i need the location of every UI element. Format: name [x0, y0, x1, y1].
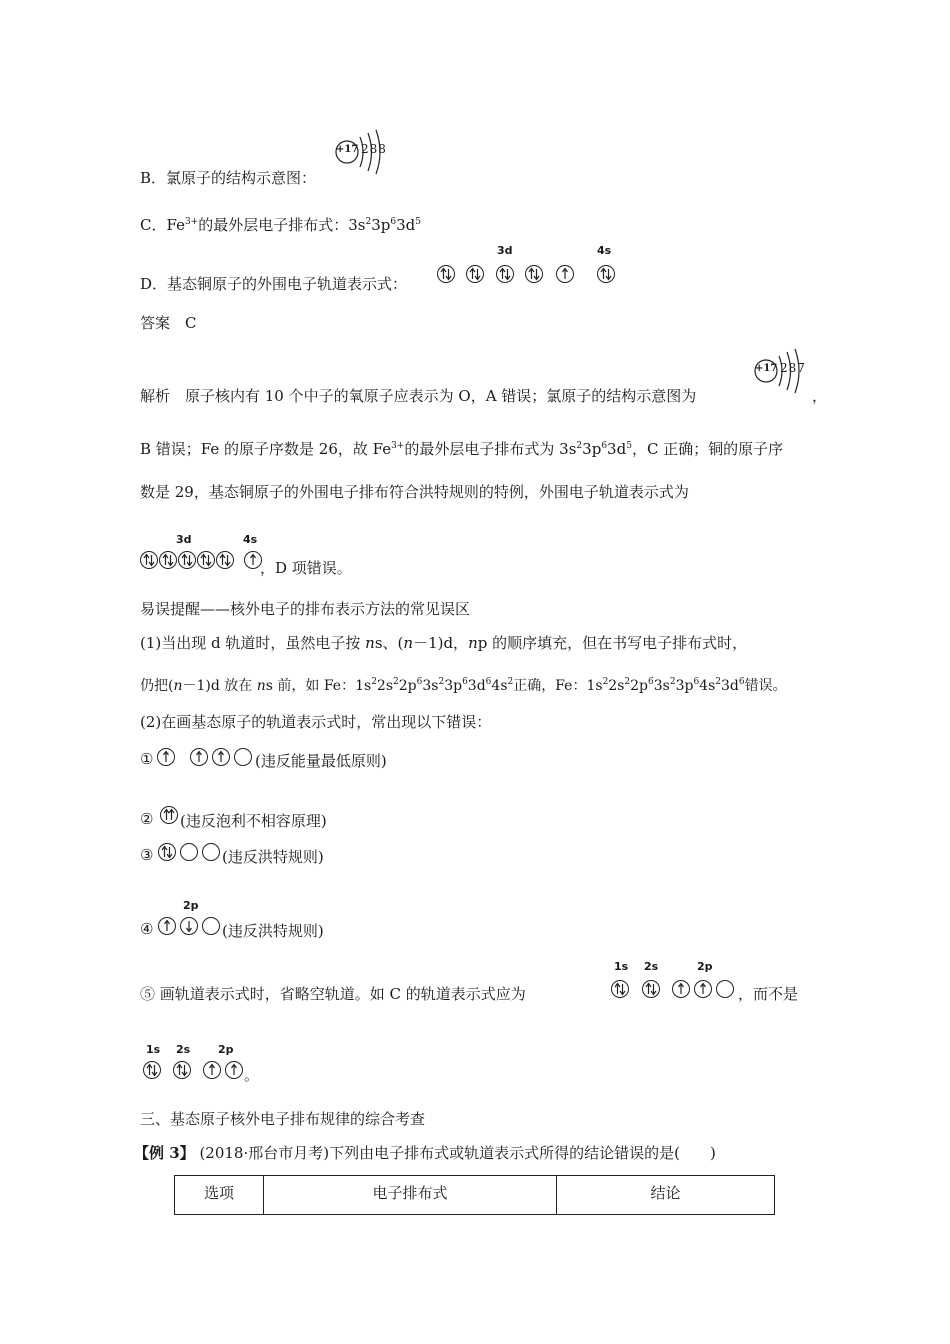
error-1-number: ① [140, 750, 154, 768]
error-5-text: 画轨道表示式时，省略空轨道。如 C 的轨道表示式应为 [155, 985, 526, 1003]
orbital-box [466, 265, 484, 283]
analysis-tail: ，D 项错误。 [260, 559, 352, 577]
orbital: 3p [371, 216, 391, 234]
example-3-tag: 【例 3】 [134, 1144, 195, 1162]
error-4-number: ④ [140, 920, 154, 938]
orbital-box [437, 265, 455, 283]
orbital-box [160, 806, 178, 824]
exponent: 5 [626, 441, 632, 451]
tips-text: s 前，如 Fe：1s [265, 678, 372, 694]
chlorine-atom-diagram [333, 127, 393, 177]
orbital-label-1s: 1s [614, 960, 629, 973]
orbital-box [173, 1061, 191, 1079]
error-4-text: (违反洪特规则) [222, 922, 324, 940]
analysis-line-3 [140, 481, 689, 502]
orbital-box [716, 980, 734, 998]
orbital: 2p [398, 678, 417, 694]
orbital-box [225, 1061, 243, 1079]
exponent: 2 [576, 441, 583, 451]
comma: ， [812, 387, 828, 405]
answer [140, 312, 196, 333]
option-d-text: D．基态铜原子的外围电子轨道表示式： [140, 275, 408, 293]
orbital-label-3d: 3d [497, 244, 513, 257]
var-n: n [365, 634, 375, 652]
exponent: 6 [462, 677, 468, 687]
orbital: 3s [422, 678, 439, 694]
orbital-label-1s: 1s [146, 1043, 161, 1056]
example-3-text: (2018·邢台市月考)下列由电子排布式或轨道表示式所得的结论错误的是( ) [194, 1144, 716, 1162]
nucleus-label: +17 [755, 363, 778, 374]
exponent: 6 [390, 217, 397, 227]
exponent: 2 [624, 677, 631, 687]
orbital-box [159, 551, 177, 569]
tips-p2 [140, 675, 787, 695]
analysis-text: ，C 正确；铜的原子序 [631, 440, 784, 458]
orbital-box [694, 980, 712, 998]
orbital: 3p [444, 678, 463, 694]
tips-text: p 的顺序填充，但在书写电子排布式时， [477, 634, 748, 652]
exponent: 6 [601, 441, 608, 451]
tips-text: 错误。 [744, 678, 787, 694]
orbital-label-2s: 2s [644, 960, 659, 973]
error-1-text: (违反能量最低原则) [255, 752, 387, 770]
orbital-box [143, 1061, 161, 1079]
orbital: 2s [376, 678, 394, 694]
orbital: 2p [630, 678, 648, 694]
tips-text: s、( [374, 634, 404, 652]
charge: 3+ [184, 217, 199, 227]
option-b-text: B．氯原子的结构示意图： [140, 169, 317, 187]
error-5-number: ⑤ [140, 985, 156, 1003]
orbital-box [234, 748, 252, 766]
orbital: 3p [582, 440, 602, 458]
analysis-line-1 [140, 385, 696, 406]
orbital-box [672, 980, 690, 998]
exponent: 2 [602, 677, 609, 687]
analysis-text: 的最外层电子排布式为 3s [404, 440, 577, 458]
chlorine-atom-diagram-correct [752, 346, 812, 396]
orbital: 3d [607, 440, 627, 458]
orbital: 3d [721, 678, 739, 694]
answer-text: 答案 C [140, 314, 197, 332]
orbital-box [190, 748, 208, 766]
orbital-box [216, 551, 234, 569]
orbital-box [158, 843, 176, 861]
tips-p3 [140, 711, 491, 732]
var-n: n [468, 634, 478, 652]
orbital-box [180, 843, 198, 861]
analysis-line-2 [140, 438, 783, 459]
exponent: 2 [715, 677, 721, 687]
exponent: 6 [416, 677, 423, 687]
error-5 [140, 983, 526, 1004]
exponent: 5 [415, 217, 421, 227]
orbital-box [140, 551, 158, 569]
orbital-box [556, 265, 574, 283]
orbital: 3d [396, 216, 416, 234]
orbital-box [157, 748, 175, 766]
tips-text: 仍把( [140, 678, 174, 694]
exponent: 6 [648, 677, 654, 687]
exponent: 6 [693, 677, 700, 687]
orbital-box [203, 1061, 221, 1079]
table-header-config: 电子排布式 [264, 1176, 557, 1214]
option-c-text: C．Fe [140, 216, 185, 234]
orbital-box [525, 265, 543, 283]
tips-text: (2)在画基态原子的轨道表示式时，常出现以下错误： [140, 713, 492, 731]
exponent: 2 [438, 677, 445, 687]
orbital-label-4s: 4s [243, 533, 258, 546]
var-n: n [173, 678, 183, 694]
tips-text: 正确，Fe：1s [513, 678, 603, 694]
option-b [140, 167, 316, 188]
error-2-number: ② [140, 810, 154, 828]
orbital-box [180, 917, 198, 935]
orbital-label-4s: 4s [597, 244, 612, 257]
orbital: 3p [675, 678, 694, 694]
analysis-text: 数是 29，基态铜原子的外围电子排布符合洪特规则的特例，外围电子轨道表示式为 [140, 483, 689, 501]
exponent: 2 [507, 677, 514, 687]
orbital-box [212, 748, 230, 766]
orbital: 4s [491, 678, 508, 694]
example-3 [134, 1142, 716, 1163]
orbital-box [496, 265, 514, 283]
orbital-box [642, 980, 660, 998]
exponent: 6 [738, 677, 745, 687]
error-5-tail: ，而不是 [738, 985, 799, 1003]
tips-text: (1)当出现 d 轨道时，虽然电子按 [140, 634, 366, 652]
orbital-box [611, 980, 629, 998]
orbital-label-2p: 2p [697, 960, 713, 973]
option-c [140, 214, 421, 235]
exponent: 2 [669, 677, 676, 687]
analysis-text: 解析 原子核内有 10 个中子的氧原子应表示为 O，A 错误；氯原子的结构示意图为 [140, 387, 697, 405]
analysis-text: B 错误；Fe 的原子序数是 26，故 Fe [140, 440, 392, 458]
table-header-option: 选项 [175, 1176, 264, 1214]
orbital-label-2s: 2s [176, 1043, 191, 1056]
section-3-title [140, 1108, 425, 1129]
orbital-label-3d: 3d [176, 533, 192, 546]
tips-text: －1)d， [413, 634, 469, 652]
orbital-box [202, 843, 220, 861]
error-2-text: (违反泡利不相容原理) [180, 812, 327, 830]
exponent: 6 [485, 677, 492, 687]
orbital: 4s [699, 678, 716, 694]
options-table [174, 1175, 775, 1215]
orbital-box [178, 551, 196, 569]
orbital-label-2p: 2p [183, 899, 199, 912]
orbital: 2s [608, 678, 625, 694]
exponent: 2 [371, 677, 377, 687]
exponent: 2 [365, 217, 372, 227]
tips-p1 [140, 632, 747, 653]
error-3-text: (违反洪特规则) [222, 848, 324, 866]
var-n: n [403, 634, 414, 652]
option-c-text-2: 的最外层电子排布式：3s [198, 216, 366, 234]
end-mark: 。 [244, 1066, 260, 1084]
orbital-box [197, 551, 215, 569]
shell-electrons: 288 [361, 142, 387, 156]
section-3-title-text: 三、基态原子核外电子排布规律的综合考查 [140, 1110, 426, 1128]
option-d [140, 273, 407, 294]
orbital: 3d [467, 678, 486, 694]
tips-text: －1)d 放在 [182, 678, 257, 694]
nucleus-label: +17 [336, 144, 359, 155]
orbital-box [158, 917, 176, 935]
orbital-box [202, 917, 220, 935]
tips-title [140, 598, 470, 619]
var-n: n [256, 678, 266, 694]
orbital-box [597, 265, 615, 283]
exponent: 2 [393, 677, 399, 687]
table-header-conclusion: 结论 [650, 1184, 681, 1202]
orbital-label-2p: 2p [218, 1043, 234, 1056]
error-3-number: ③ [140, 846, 154, 864]
tips-title-text: 易误提醒——核外电子的排布表示方法的常见误区 [140, 600, 471, 618]
shell-electrons: 287 [780, 361, 806, 375]
charge: 3+ [391, 441, 405, 451]
orbital: 3s [653, 678, 670, 694]
